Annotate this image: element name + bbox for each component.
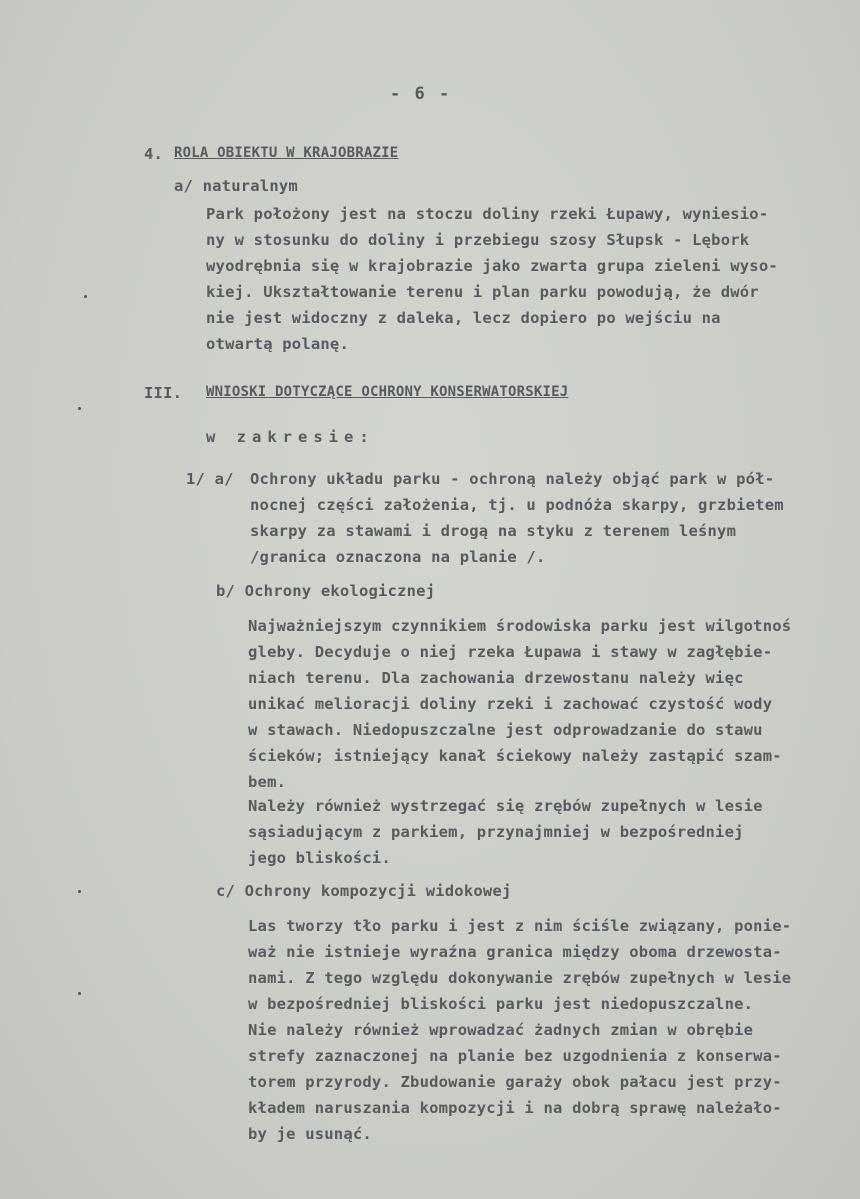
margin-speck [78, 992, 81, 995]
item-1a-line: skarpy za stawami i drogą na styku z terenem leśnym [250, 522, 737, 540]
item-c-line: strefy zaznaczonej na planie bez uzgodnienia z konserwa- [248, 1047, 782, 1065]
section-4-a-label: a/ naturalnym [174, 177, 298, 195]
item-b-line: Najważniejszym czynnikiem środowiska parku jest wilgotnoś [248, 617, 792, 635]
section-4-a-line: Park położony jest na stoczu doliny rzeki Łupawy, wyniesio- [206, 205, 769, 223]
item-c-line: kładem naruszania kompozycji i na dobrą sprawę należało- [248, 1099, 782, 1117]
item-b-line: bem. [248, 773, 287, 791]
item-1a-line: /granica oznaczona na planie /. [250, 548, 546, 566]
item-c-line: by je usunąć. [248, 1125, 372, 1143]
margin-speck [78, 890, 81, 893]
page-number: - 6 - [390, 84, 452, 104]
section-4-a-line: ny w stosunku do doliny i przebiegu szosy Słupsk - Lębork [206, 231, 750, 249]
item-c-line: Las tworzy tło parku i jest z nim ściśle związany, ponie- [248, 917, 792, 935]
item-c-line: waż nie istnieje wyraźna granica między oboma drzewosta- [248, 943, 782, 961]
item-1a-line: nocnej części założenia, tj. u podnóża skarpy, grzbietem [250, 496, 784, 514]
margin-speck [78, 407, 81, 410]
item-b-line: ścieków; istniejący kanał ściekowy należy zastąpić szam- [248, 747, 782, 765]
scope-label: w zakresie: [206, 428, 375, 446]
section-4-a-line: otwartą polanę. [206, 335, 349, 353]
item-1a-line: Ochrony układu parku - ochroną należy objąć park w pół- [250, 470, 775, 488]
item-b-line: Należy również wystrzegać się zrębów zupełnych w lesie [248, 797, 763, 815]
item-b-line: w stawach. Niedopuszczalne jest odprowadzanie do stawu [248, 721, 763, 739]
item-b-line: unikać melioracji doliny rzeki i zachować czystość wody [248, 695, 773, 713]
item-b-line: gleby. Decyduje o niej rzeka Łupawa i stawy w zagłębie- [248, 643, 773, 661]
section-4-title: ROLA OBIEKTU W KRAJOBRAZIE [174, 145, 399, 161]
item-c-label: c/ Ochrony kompozycji widokowej [216, 882, 512, 900]
section-4-a-line: wyodrębnia się w krajobrazie jako zwarta grupa zieleni wyso- [206, 257, 778, 275]
item-b-line: jego bliskości. [248, 849, 391, 867]
section-4-number: 4. [144, 145, 164, 163]
section-4-a-line: kiej. Ukształtowanie terenu i plan parku powodują, że dwór [206, 283, 759, 301]
item-b-line: sąsiadującym z parkiem, przynajmniej w bezpośredniej [248, 823, 744, 841]
item-c-line: nami. Z tego względu dokonywanie zrębów zupełnych w lesie [248, 969, 792, 987]
section-3-title: WNIOSKI DOTYCZĄCE OCHRONY KONSERWATORSKIEJ [206, 384, 569, 400]
section-4-a-line: nie jest widoczny z daleka, lecz dopiero po wejściu na [206, 309, 721, 327]
margin-speck [84, 295, 87, 298]
item-c-line: Nie należy również wprowadzać żadnych zmian w obrębie [248, 1021, 754, 1039]
item-c-line: torem przyrody. Zbudowanie garaży obok pałacu jest przy- [248, 1073, 782, 1091]
item-b-line: niach terenu. Dla zachowania drzewostanu należy więc [248, 669, 744, 687]
item-1a-label: 1/ a/ [186, 470, 234, 488]
item-b-label: b/ Ochrony ekologicznej [216, 582, 436, 600]
item-c-line: w bezpośredniej bliskości parku jest niedopuszczalne. [248, 995, 754, 1013]
section-3-number: III. [144, 384, 183, 402]
